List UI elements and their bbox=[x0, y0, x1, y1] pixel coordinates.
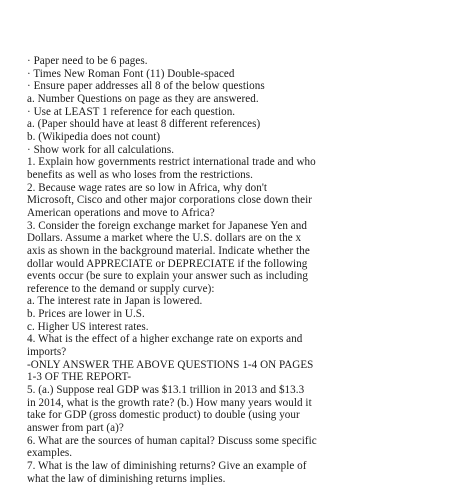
question-line: Microsoft, Cisco and other major corporations close down their bbox=[27, 194, 312, 207]
question-line: 2. Because wage rates are so low in Africa, why don't bbox=[27, 181, 268, 194]
question-line: 5. (a.) Suppose real GDP was $13.1 trillion in 2013 and $13.3 bbox=[27, 384, 305, 397]
instruction-line: · Ensure paper addresses all 8 of the below questions bbox=[27, 80, 265, 93]
question-line: dollar would APPRECIATE or DEPRECIATE if the following bbox=[27, 257, 308, 270]
question-line: 4. What is the effect of a higher exchange rate on exports and bbox=[27, 333, 303, 346]
section-note-line: 1-3 OF THE REPORT- bbox=[27, 371, 132, 384]
question-line: answer from part (a)? bbox=[27, 422, 124, 435]
question-line: axis as shown in the background material. Indicate whether the bbox=[27, 244, 310, 257]
question-line: American operations and move to Africa? bbox=[27, 206, 215, 219]
question-line: events occur (be sure to explain your answer such as including bbox=[27, 270, 308, 283]
question-line: Dollars. Assume a market where the U.S. dollars are on the x bbox=[27, 232, 302, 245]
sub-question-line: a. The interest rate in Japan is lowered. bbox=[27, 295, 203, 308]
instruction-line: · Times New Roman Font (11) Double-spaced bbox=[27, 67, 235, 80]
assignment-instructions bbox=[27, 55, 441, 485]
instruction-line: · Use at LEAST 1 reference for each question. bbox=[27, 105, 236, 118]
question-line: reference to the demand or supply curve): bbox=[27, 282, 215, 295]
question-line: examples. bbox=[27, 447, 73, 460]
instruction-line: · Show work for all calculations. bbox=[27, 143, 175, 156]
question-line: in 2014, what is the growth rate? (b.) How many years would it bbox=[27, 396, 312, 409]
instruction-line: · Paper need to be 6 pages. bbox=[27, 55, 148, 67]
question-line: what the law of diminishing returns implies. bbox=[27, 472, 226, 485]
question-line: 7. What is the law of diminishing returns? Give an example of bbox=[27, 460, 307, 472]
question-line: benefits as well as who loses from the restrictions. bbox=[27, 168, 253, 181]
instruction-line: b. (Wikipedia does not count) bbox=[27, 130, 161, 143]
question-line: imports? bbox=[27, 346, 67, 359]
sub-question-line: c. Higher US interest rates. bbox=[27, 320, 149, 333]
question-line: 1. Explain how governments restrict international trade and who bbox=[27, 156, 316, 169]
instruction-line: a. (Paper should have at least 8 different references) bbox=[27, 118, 261, 131]
question-line: 6. What are the sources of human capital? Discuss some specific bbox=[27, 434, 317, 447]
question-line: 3. Consider the foreign exchange market for Japanese Yen and bbox=[27, 219, 307, 232]
section-note-line: -ONLY ANSWER THE ABOVE QUESTIONS 1-4 ON PAGES bbox=[27, 358, 314, 371]
question-line: take for GDP (gross domestic product) to double (using your bbox=[27, 409, 300, 422]
instruction-line: a. Number Questions on page as they are answered. bbox=[27, 92, 259, 105]
sub-question-line: b. Prices are lower in U.S. bbox=[27, 308, 145, 321]
